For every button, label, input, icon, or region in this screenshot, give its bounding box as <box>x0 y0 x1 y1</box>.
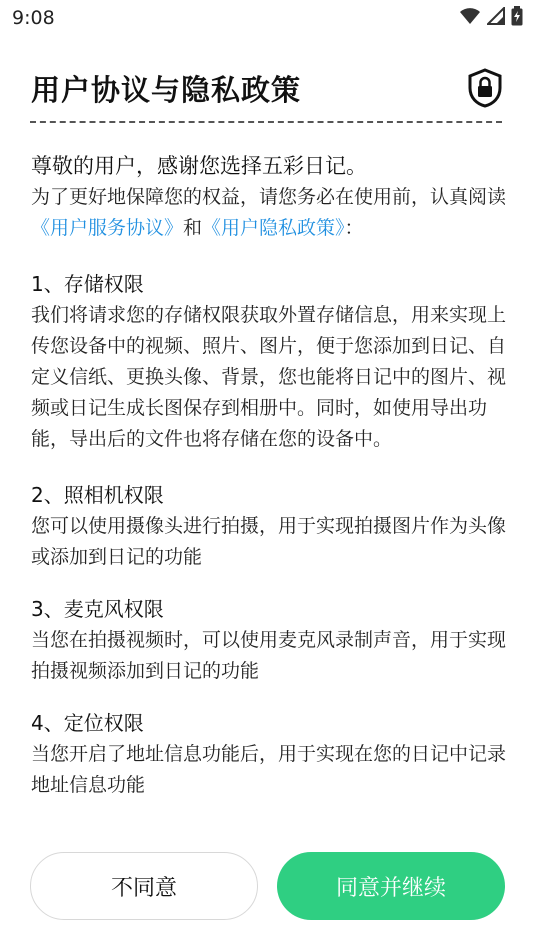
spacer <box>31 687 507 707</box>
section-body-microphone: 当您在拍摄视频时，可以使用麦克风录制声音，用于实现拍摄视频添加到日记的功能 <box>31 629 507 682</box>
intro-and: 和 <box>183 217 203 239</box>
section-body-location: 当您开启了地址信息功能后，用于实现在您的日记中记录地址信息功能 <box>31 743 507 796</box>
scroll-fade <box>0 800 535 840</box>
status-bar <box>0 0 535 36</box>
intro-after: ： <box>344 217 364 239</box>
policy-content[interactable] <box>31 150 507 840</box>
spacer <box>31 573 507 593</box>
agree-continue-button[interactable]: 同意并继续 <box>277 852 505 920</box>
disagree-button[interactable]: 不同意 <box>30 852 258 920</box>
intro-text <box>31 182 507 244</box>
section-title-location: 4、定位权限 <box>31 711 144 735</box>
signal-icon <box>487 7 505 25</box>
link-user-service-agreement[interactable]: 《用户服务协议》 <box>31 217 184 239</box>
section-title-microphone: 3、麦克风权限 <box>31 597 164 621</box>
section-body-storage: 我们将请求您的存储权限获取外置存储信息，用来实现上传您设备中的视频、照片、图片，便于您添加到日记、自定义信纸、更换头像、背景，您也能将日记中的图片、视频或日记生成长图保存到相册中。同时，如使用导出功能，导出后的文件也将存储在您的设备中。 <box>31 304 507 450</box>
link-privacy-policy[interactable]: 《用户隐私政策》 <box>202 217 345 239</box>
greeting-text: 尊敬的用户，感谢您选择五彩日记。 <box>31 154 367 178</box>
section-body-camera: 您可以使用摄像头进行拍摄，用于实现拍摄图片作为头像或添加到日记的功能 <box>31 515 507 568</box>
status-time: 9:08 <box>12 7 55 29</box>
spacer <box>31 455 507 479</box>
wifi-icon <box>459 7 481 25</box>
section-title-camera: 2、照相机权限 <box>31 483 164 507</box>
status-icons <box>459 6 523 26</box>
spacer <box>31 244 507 268</box>
section-title-storage: 1、存储权限 <box>31 272 144 296</box>
title-divider <box>30 121 502 123</box>
intro-before: 为了更好地保障您的权益，请您务必在使用前，认真阅读 <box>31 186 507 208</box>
dialog-title: 用户协议与隐私政策 <box>31 73 302 107</box>
battery-icon <box>511 6 523 26</box>
shield-lock-icon <box>466 68 504 108</box>
